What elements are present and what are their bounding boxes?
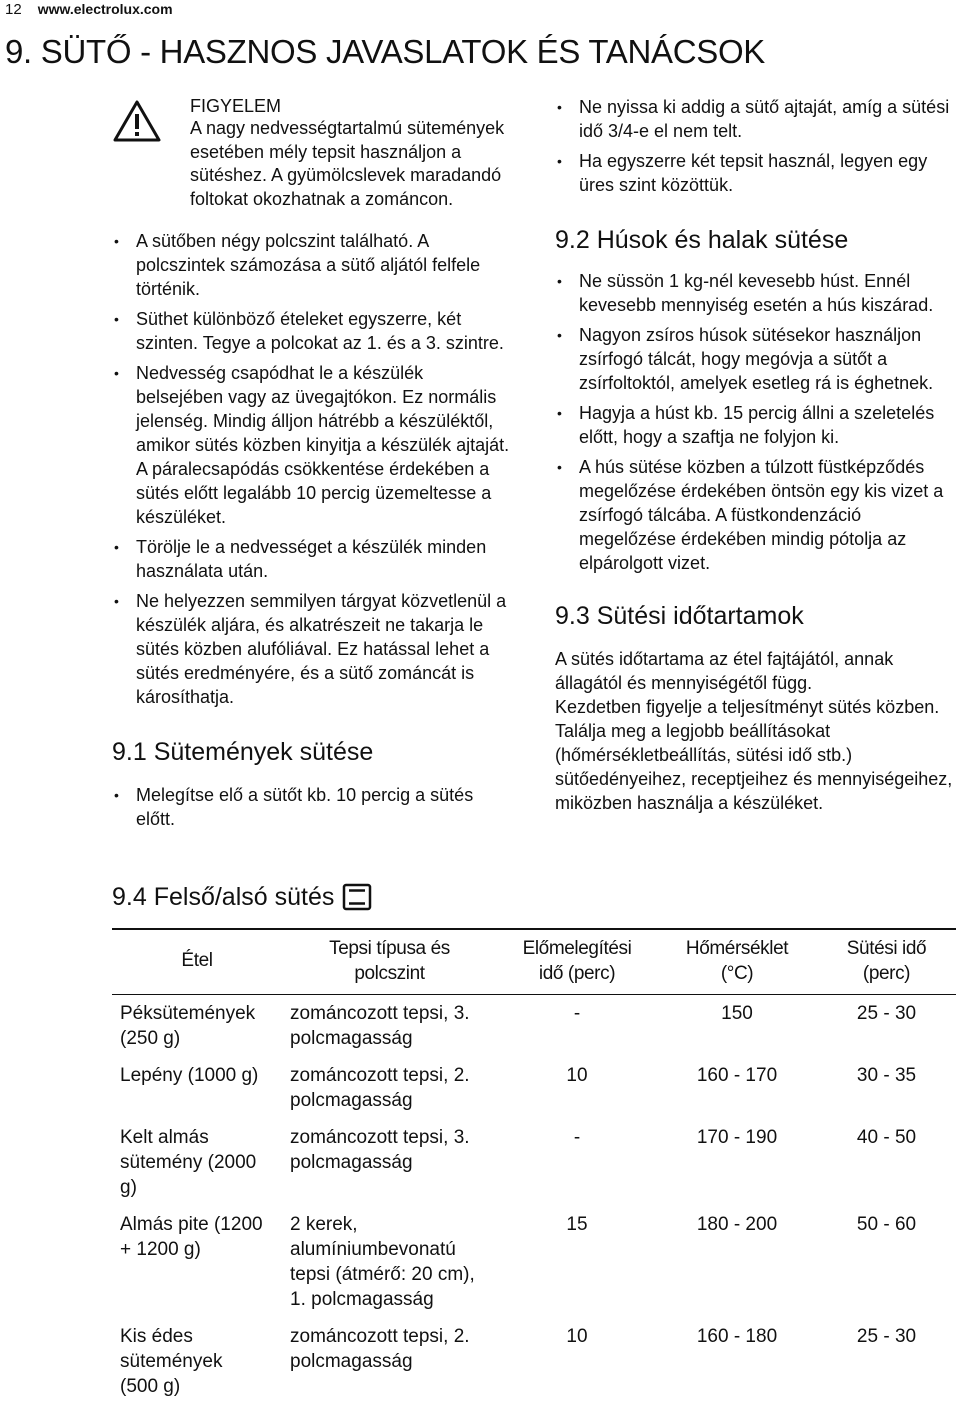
section-9-1-list [112, 783, 502, 831]
right-bullet-list [555, 95, 955, 197]
section-9-4-title [112, 882, 334, 912]
cell-food: Péksütemények (250 g) [120, 1003, 256, 1049]
left-column [112, 95, 522, 837]
list-item: • Nagyon zsíros húsok sütésekor használjon zsírfogó tálcát, hogy megóvja a sütőt a zsírfoltoktól, amelyek esetleg rá is éghetnek. [555, 323, 955, 395]
cell-time: 25 - 30 [856, 1326, 917, 1347]
cell-food: Lepény (1000 g) [120, 1065, 259, 1086]
warning-title: FIGYELEM [190, 96, 282, 116]
section-9-2-list [555, 269, 955, 575]
cell-temperature: 170 - 190 [696, 1127, 778, 1148]
list-item: • A sütőben négy polcszint található. A polcszintek számozása a sütő aljától felfele történik. [112, 229, 512, 301]
cell-food: Kis édes sütemények (500 g) [120, 1326, 223, 1397]
right-column [555, 95, 955, 815]
section-number: 9.2 [555, 226, 590, 254]
chapter-title: 9. SÜTŐ - HASZNOS JAVASLATOK ÉS TANÁCSOK [5, 33, 766, 70]
table-row [112, 1208, 956, 1320]
cell-temperature: 160 - 170 [696, 1065, 778, 1086]
section-9-4-heading [112, 882, 372, 912]
cell-time: 25 - 30 [856, 1003, 917, 1024]
cell-time: 50 - 60 [856, 1214, 917, 1235]
column-header: Hőmérséklet (°C) [685, 938, 789, 984]
column-header: Sütési idő (perc) [846, 938, 927, 984]
list-item: • Ne helyezzen semmilyen tárgyat közvetlenül a készülék aljára, és alkatrészeit ne takarja le sütés közben alufóliával. Ez hatással lehet a sütés eredményére, és a sütő zománcát is károsíthatja. [112, 589, 512, 709]
baking-table [112, 928, 956, 1407]
warning-text: A nagy nedvességtartalmú sütemények esetében mély tepsit használjon a sütéshez. A gyümölcslevek maradandó foltokat okozhatnak a zománcon. [190, 118, 505, 209]
cell-temperature: 150 [721, 1003, 753, 1024]
warning-box [0, 95, 522, 215]
warning-triangle-icon [112, 99, 162, 143]
cell-time: 40 - 50 [856, 1127, 917, 1148]
column-header: Előmelegítési idő (perc) [522, 938, 632, 984]
section-number: 9.1 [112, 738, 147, 766]
list-item: • Ne süssön 1 kg-nél kevesebb húst. Ennél kevesebb mennyiség esetén a hús kiszárad. [555, 269, 955, 317]
column-header: Étel [181, 950, 213, 971]
cell-temperature: 160 - 180 [696, 1326, 778, 1347]
cell-preheat: - [573, 1127, 581, 1148]
paragraph: Kezdetben figyelje a teljesítményt sütés közben. Találja meg a legjobb beállításokat (hőmérsékletbeállítás, sütési idő stb.) sütőedényeihez, receptjeihez és mennyiségeihez, miközben használja a készüléket. [555, 697, 953, 813]
cell-time: 30 - 35 [856, 1065, 917, 1086]
list-item: • Hagyja a húst kb. 15 percig állni a szeletelés előtt, hogy a szaftja ne folyjon ki. [555, 401, 955, 449]
cell-food: Almás pite (1200 + 1200 g) [120, 1214, 263, 1260]
section-title-text: Sütési időtartamok [596, 602, 804, 630]
cell-temperature: 180 - 200 [696, 1214, 778, 1235]
cell-preheat: 10 [566, 1065, 588, 1086]
cell-preheat: - [573, 1003, 581, 1024]
page-number: 12 [5, 1, 22, 18]
table-row [112, 1121, 956, 1208]
list-item: • Melegítse elő a sütőt kb. 10 percig a sütés előtt. [112, 783, 502, 831]
top-bottom-heat-icon [342, 883, 372, 911]
cell-tray: zománcozott tepsi, 2. polcmagasság [290, 1326, 470, 1372]
table-header-row [112, 930, 956, 995]
cell-preheat: 15 [566, 1214, 588, 1235]
cell-tray: zománcozott tepsi, 3. polcmagasság [290, 1127, 470, 1173]
website-url: www.electrolux.com [37, 1, 173, 17]
list-item: • Ha egyszerre két tepsit használ, legyen egy üres szint közöttük. [555, 149, 955, 197]
left-bullet-list [112, 229, 512, 709]
cell-tray: zománcozott tepsi, 3. polcmagasság [290, 1003, 470, 1049]
section-9-1-title [112, 737, 522, 767]
section-number: 9.4 [112, 883, 147, 911]
list-item: • Süthet különböző ételeket egyszerre, két szinten. Tegye a polcokat az 1. és a 3. szintre. [112, 307, 512, 355]
list-item: • Törölje le a nedvességet a készülék minden használata után. [112, 535, 512, 583]
section-9-2-title [555, 225, 955, 255]
list-item: • A hús sütése közben a túlzott füstképződés megelőzése érdekében öntsön egy kis vizet a zsírfogó tálcába. A füstkondenzáció megelőzése érdekében mindig pótolja az elpárolgott vizet. [555, 455, 955, 575]
cell-preheat: 10 [566, 1326, 588, 1347]
page-header [5, 1, 173, 18]
cell-tray: 2 kerek, alumíniumbevonatú tepsi (átmérő: 20 cm), 1. polcmagasság [290, 1214, 475, 1310]
section-title-text: Húsok és halak sütése [596, 226, 849, 254]
cell-food: Kelt almás sütemény (2000 g) [120, 1127, 257, 1198]
cell-tray: zománcozott tepsi, 2. polcmagasság [290, 1065, 470, 1111]
section-title-text: Felső/alsó sütés [153, 883, 335, 911]
list-item: • Ne nyissa ki addig a sütő ajtaját, amíg a sütési idő 3/4-e el nem telt. [555, 95, 955, 143]
section-number: 9.3 [555, 602, 590, 630]
column-header: Tepsi típusa és polcszint [329, 938, 450, 984]
section-9-3-title [555, 601, 955, 631]
section-title-text: Sütemények sütése [153, 738, 374, 766]
paragraph: A sütés időtartama az étel fajtájától, annak állagától és mennyiségétől függ. [555, 649, 894, 693]
list-item: • Nedvesség csapódhat le a készülék belsejében vagy az üvegajtókon. Ez normális jelenség. Mindig álljon hátrébb a készüléktől, amikor sütés közben kinyitja a készülék ajtaját. A páralecsapódás csökkentése érdekében a sütés előtt legalább 10 percig üzemeltesse a készüléket. [112, 361, 512, 529]
table-row [112, 995, 956, 1059]
table-row [112, 1059, 956, 1121]
table-row [112, 1320, 956, 1407]
